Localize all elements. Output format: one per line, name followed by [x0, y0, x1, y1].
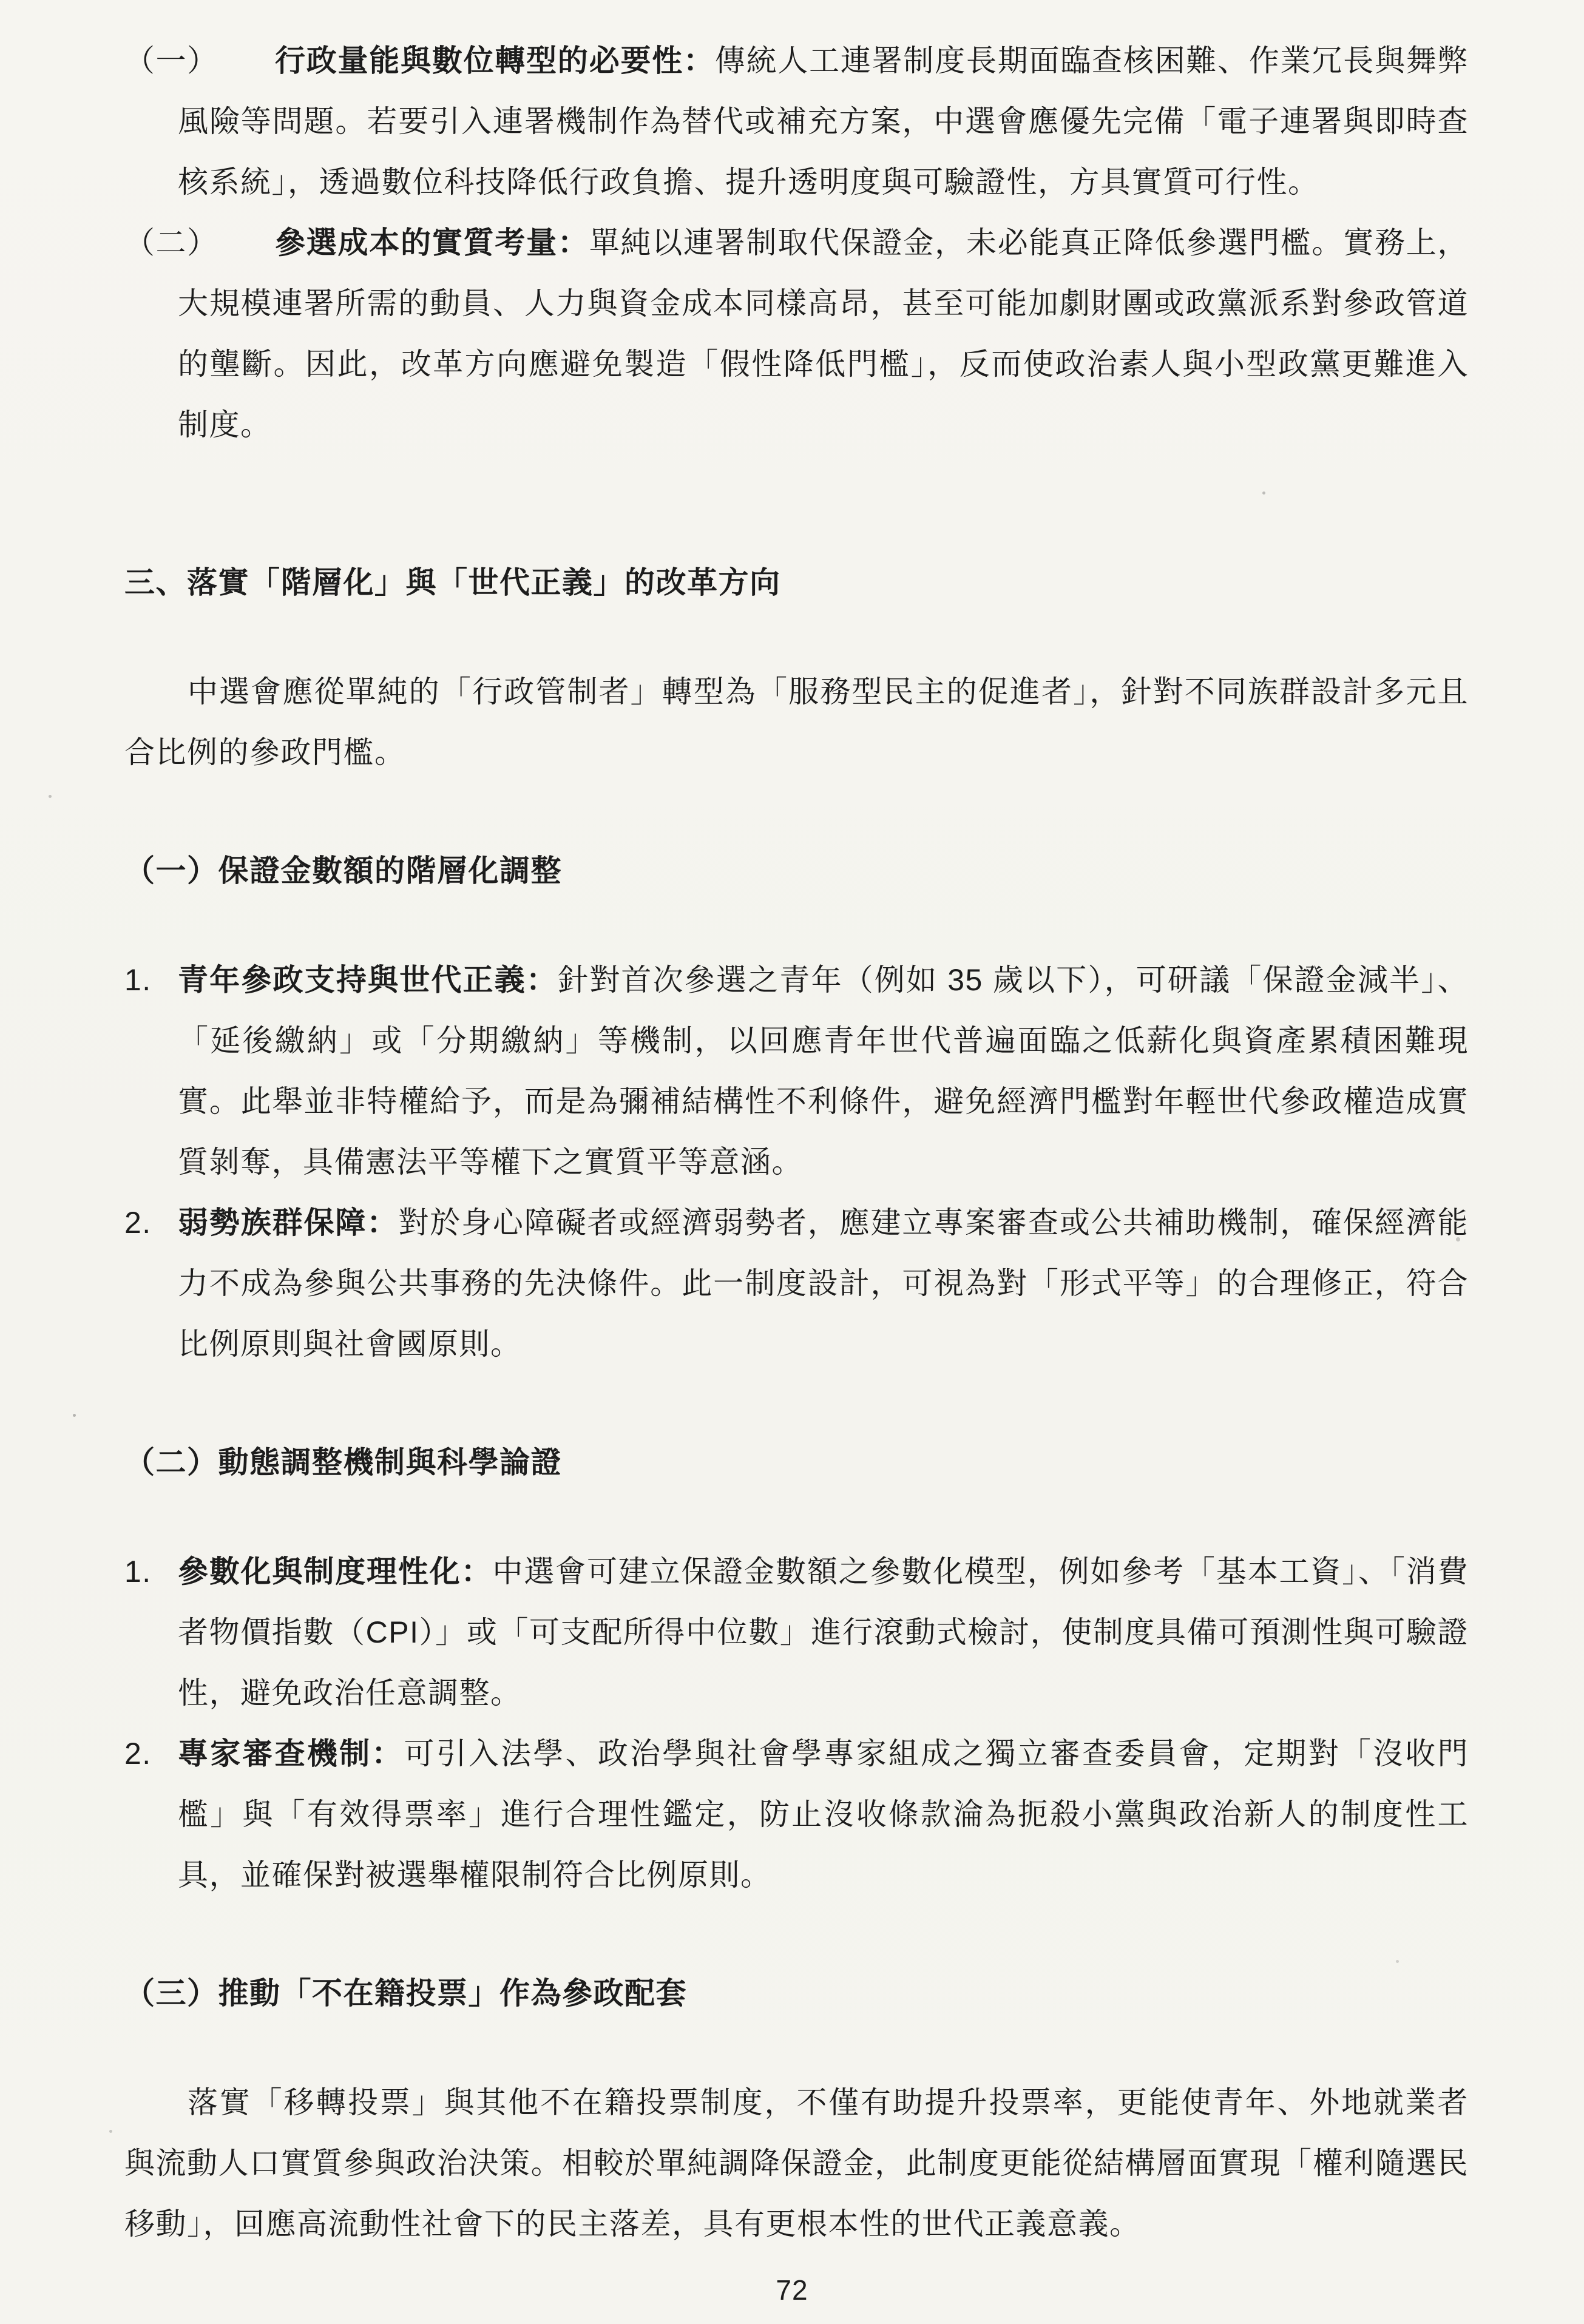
- numbered-item-disadvantaged: [124, 1192, 1469, 1374]
- numbered-item-body: 對於身心障礙者或經濟弱勢者，應建立專案審查或公共補助機制，確保經濟能力不成為參與公共事務的先決條件。此一制度設計，可視為對「形式平等」的合理修正，符合比例原則與社會國原則。: [178, 1206, 1469, 1361]
- numbered-item-body: 針對首次參選之青年（例如 35 歲以下），可研議「保證金減半」、「延後繳納」或「分期繳納」等機制，以回應青年世代普遍面臨之低薪化與資產累積困難現實。此舉並非特權給予，而是為彌補結構性不利條件，避免經濟門檻對年輕世代參政權造成實質剝奪，具備憲法平等權下之實質平等意涵。: [178, 963, 1469, 1179]
- numbered-item-number: 1.: [124, 963, 152, 997]
- numbered-item-lead: 青年參政支持與世代正義：: [178, 963, 558, 997]
- numbered-item-paragraph: [178, 1192, 1469, 1374]
- numbered-item-body: 可引入法學、政治學與社會學專家組成之獨立審查委員會，定期對「沒收門檻」與「有效得票率」進行合理性鑑定，防止沒收條款淪為扼殺小黨與政治新人的制度性工具，並確保對被選舉權限制符合比例原則。: [178, 1737, 1469, 1892]
- numbered-item-paragraph: [178, 1541, 1469, 1723]
- numbered-item-number: 2.: [124, 1737, 152, 1771]
- numbered-list-deposit-tiering: [124, 950, 1469, 1374]
- subsection-heading-dynamic-adjustment: （二）動態調整機制與科學論證: [124, 1445, 562, 1479]
- list-item-admin-capacity: [124, 30, 1469, 212]
- subsection-heading-deposit-tiering: （一）保證金數額的階層化調整: [124, 854, 562, 888]
- list-item-lead: 行政量能與數位轉型的必要性：: [275, 44, 715, 78]
- section-heading-three: 三、落實「階層化」與「世代正義」的改革方向: [124, 566, 781, 600]
- list-item-paragraph: [178, 212, 1469, 455]
- numbered-item-number: 2.: [124, 1206, 152, 1240]
- list-item-label: （二）: [124, 226, 218, 260]
- numbered-item-lead: 弱勢族群保障：: [178, 1206, 399, 1240]
- list-item-candidacy-cost: [124, 212, 1469, 455]
- numbered-item-paragraph: [178, 950, 1469, 1192]
- numbered-item-lead: 專家審查機制：: [178, 1737, 404, 1771]
- absentee-voting-paragraph: 落實「移轉投票」與其他不在籍投票制度，不僅有助提升投票率，更能使青年、外地就業者與流動人口實質參與政治決策。相較於單純調降保證金，此制度更能從結構層面實現「權利隨選民移動」，回應高流動性社會下的民主落差，具有更根本性的世代正義意義。: [124, 2086, 1469, 2241]
- numbered-item-lead: 參數化與制度理性化：: [178, 1555, 493, 1589]
- list-item-body: 傳統人工連署制度長期面臨查核困難、作業冗長與舞弊風險等問題。若要引入連署機制作為替代或補充方案，中選會應優先完備「電子連署與即時查核系統」，透過數位科技降低行政負擔、提升透明度與可驗證性，方具實質可行性。: [178, 44, 1469, 199]
- page-number: 72: [776, 2274, 808, 2306]
- numbered-item-body: 中選會可建立保證金數額之參數化模型，例如參考「基本工資」、「消費者物價指數（CPI）」或「可支配所得中位數」進行滾動式檢討，使制度具備可預測性與可驗證性，避免政治任意調整。: [178, 1555, 1469, 1710]
- numbered-item-youth: [124, 950, 1469, 1192]
- list-item-label: （一）: [124, 44, 218, 78]
- numbered-list-dynamic-adjustment: [124, 1541, 1469, 1905]
- numbered-item-number: 1.: [124, 1555, 152, 1589]
- numbered-item-expert-review: [124, 1723, 1469, 1905]
- list-item-body: 單純以連署制取代保證金，未必能真正降低參選門檻。實務上，大規模連署所需的動員、人力與資金成本同樣高昂，甚至可能加劇財團或政黨派系對參政管道的壟斷。因此，改革方向應避免製造「假性降低門檻」，反而使政治素人與小型政黨更難進入制度。: [178, 226, 1469, 442]
- subsection-heading-absentee-voting: （三）推動「不在籍投票」作為參政配套: [124, 1976, 687, 2010]
- numbered-item-parameterization: [124, 1541, 1469, 1723]
- numbered-item-paragraph: [178, 1723, 1469, 1905]
- section-three-intro: 中選會應從單純的「行政管制者」轉型為「服務型民主的促進者」，針對不同族群設計多元且合比例的參政門檻。: [124, 675, 1469, 769]
- list-item-paragraph: [178, 30, 1469, 212]
- list-item-lead: 參選成本的實質考量：: [275, 226, 589, 260]
